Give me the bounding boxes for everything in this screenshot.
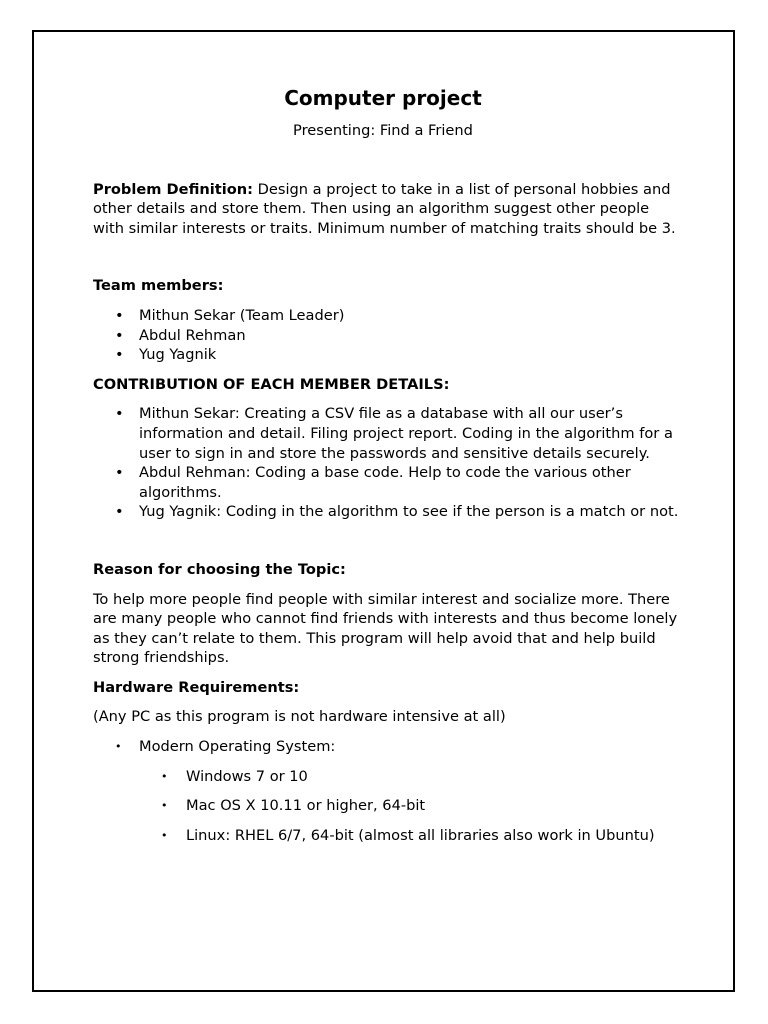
list-item: • Windows 7 or 10 bbox=[93, 767, 683, 787]
list-item: • Mac OS X 10.11 or higher, 64-bit bbox=[93, 796, 683, 816]
document-title: Computer project bbox=[284, 86, 482, 110]
hardware-note: (Any PC as this program is not hardware intensive at all) bbox=[93, 708, 506, 726]
document-body bbox=[93, 85, 683, 855]
list-item: • Abdul Rehman bbox=[93, 326, 683, 346]
reason-text: To help more people find people with similar interest and socialize more. There are many people who cannot find friends with interests and thus become lonely as they can’t relate to them. This program will help avoid that and help build strong friendships. bbox=[93, 590, 678, 667]
list-item: • Yug Yagnik: Coding in the algorithm to see if the person is a match or not. bbox=[93, 502, 683, 522]
contribution-heading: CONTRIBUTION OF EACH MEMBER DETAILS: bbox=[93, 375, 450, 393]
team-members-heading: Team members: bbox=[93, 277, 224, 295]
list-item: • Mithun Sekar: Creating a CSV file as a database with all our user’s information and detail. Filing project report. Coding in the algorithm for a user to sign in and store the passwords and sensitive details securely. bbox=[93, 404, 683, 463]
team-members-list bbox=[93, 306, 683, 365]
hardware-heading: Hardware Requirements: bbox=[93, 678, 300, 696]
document-subtitle: Presenting: Find a Friend bbox=[293, 122, 473, 139]
list-item: • Mithun Sekar (Team Leader) bbox=[93, 306, 683, 326]
problem-definition-text: Design a project to take in a list of personal hobbies and other details and store them. Then using an algorithm suggest other people with similar interests or traits. Minimum number of matching traits should be 3. bbox=[93, 180, 676, 237]
list-item-os bbox=[93, 737, 683, 757]
reason-heading: Reason for choosing the Topic: bbox=[93, 560, 346, 578]
os-label: Modern Operating System: bbox=[139, 738, 336, 756]
list-item: • Abdul Rehman: Coding a base code. Help to code the various other algorithms. bbox=[93, 463, 683, 502]
list-item: • Linux: RHEL 6/7, 64-bit (almost all libraries also work in Ubuntu) bbox=[93, 826, 683, 846]
problem-definition bbox=[93, 180, 683, 239]
contribution-list bbox=[93, 404, 683, 522]
os-sublist bbox=[93, 767, 683, 846]
list-item: • Yug Yagnik bbox=[93, 345, 683, 365]
problem-definition-label: Problem Definition: bbox=[93, 180, 254, 198]
hardware-list bbox=[93, 737, 683, 757]
